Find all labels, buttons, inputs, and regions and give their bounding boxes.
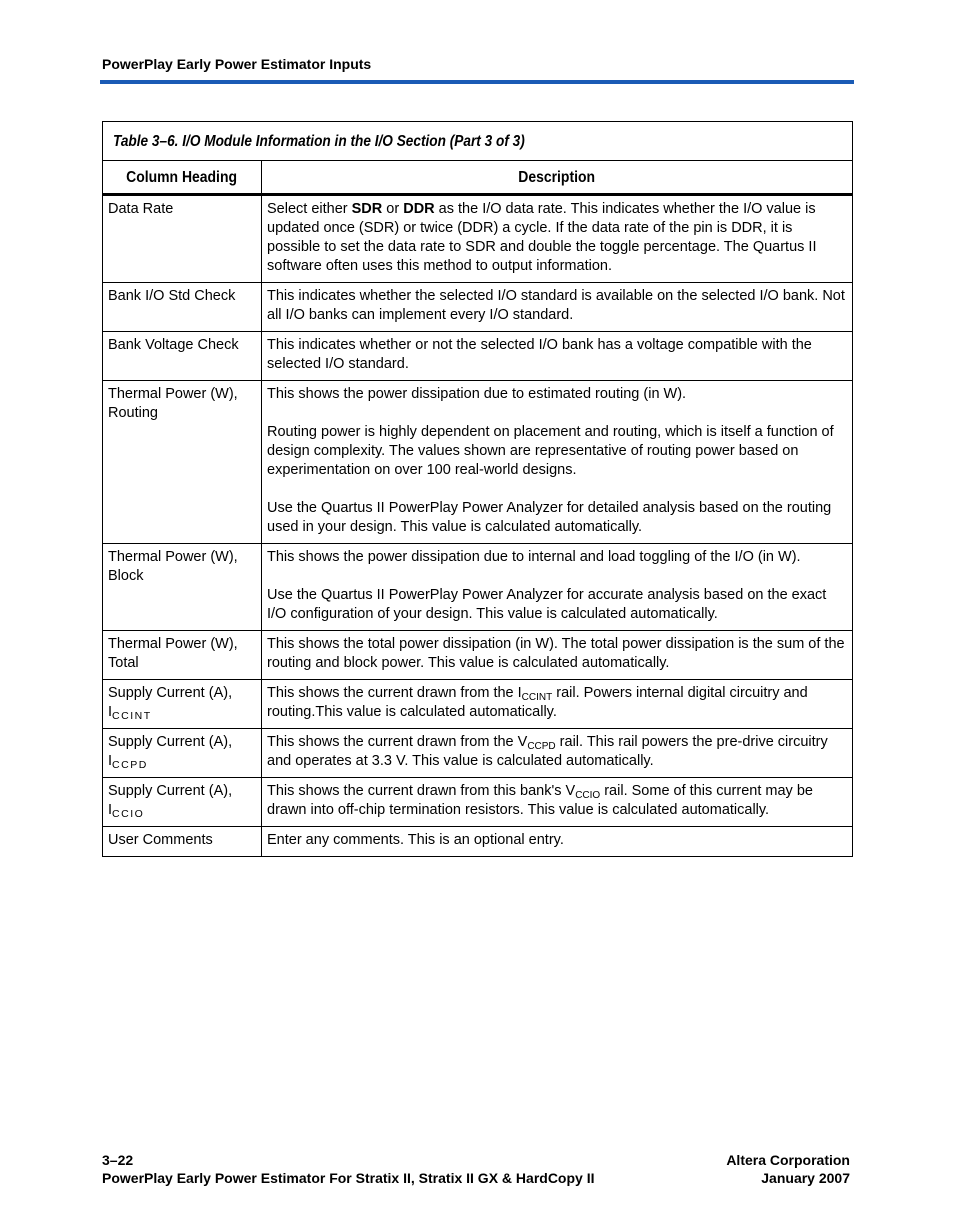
- footer-left: [102, 1151, 594, 1187]
- io-module-table: [102, 121, 853, 857]
- page-number: 3–22: [102, 1152, 134, 1168]
- description-paragraph: This indicates whether the selected I/O standard is available on the selected I/O bank. Not all I/O banks can implement every I/O standard.: [267, 288, 845, 323]
- row-heading: Bank I/O Std Check: [103, 283, 262, 332]
- row-description: [262, 381, 853, 544]
- table-row: [103, 631, 853, 680]
- symbol-text: I: [108, 704, 113, 720]
- row-description: [262, 778, 853, 827]
- table-caption: [103, 122, 853, 161]
- symbol-subscript: CCIO: [112, 808, 145, 820]
- description-paragraph: This indicates whether or not the selected I/O bank has a voltage compatible with the selected I/O standard.: [267, 337, 812, 372]
- description-paragraph: [267, 200, 847, 276]
- text-run: rail. Powers internal digital circuitry and routing.This value is calculated automatically.: [267, 685, 808, 720]
- column-header-heading: [103, 161, 262, 195]
- table-row: [103, 778, 853, 827]
- footer-right: [726, 1151, 850, 1187]
- symbol-subscript: CCINT: [112, 710, 152, 722]
- table-caption-row: [103, 122, 853, 161]
- text-run: as the I/O data rate. This indicates whether the I/O value is updated once (SDR) or twice (DDR) a cycle. If the data rate of the pin is DDR, it is possible to set the data rate to SDR and double the toggle percentage. The Quartus II software often uses this method to output information.: [267, 201, 817, 274]
- description-paragraph: [267, 733, 847, 771]
- description-paragraph: This shows the total power dissipation (in W). The total power dissipation is the sum of the routing and block power. This value is calculated automatically.: [267, 636, 845, 671]
- text-run: This shows the current drawn from the V: [267, 734, 528, 750]
- row-heading: [103, 778, 262, 827]
- row-heading: Data Rate: [103, 195, 262, 283]
- table-row: [103, 680, 853, 729]
- table-header-row: [103, 161, 853, 195]
- description-paragraph: This shows the power dissipation due to internal and load toggling of the I/O (in W).: [267, 549, 801, 565]
- table-row: [103, 729, 853, 778]
- row-description: [262, 631, 853, 680]
- subscript: CCINT: [521, 692, 553, 703]
- row-description: [262, 827, 853, 857]
- table-row: [103, 283, 853, 332]
- heading-text: Supply Current (A),: [108, 783, 233, 799]
- description-paragraph: Use the Quartus II PowerPlay Power Analyzer for accurate analysis based on the exact I/O configuration of your design. This value is calculated automatically.: [267, 587, 827, 622]
- text-run: rail. This rail powers the pre-drive circuitry and operates at 3.3 V. This value is calculated automatically.: [267, 734, 828, 769]
- row-heading: Thermal Power (W), Total: [103, 631, 262, 680]
- row-heading: [103, 680, 262, 729]
- text-run: or: [382, 201, 404, 217]
- row-description: [262, 544, 853, 631]
- running-header: PowerPlay Early Power Estimator Inputs: [102, 56, 372, 72]
- row-description: [262, 729, 853, 778]
- publication-date: January 2007: [761, 1170, 850, 1186]
- description-paragraph: [267, 684, 847, 722]
- subscript: CCIO: [575, 790, 601, 801]
- table-row: [103, 381, 853, 544]
- company-name: Altera Corporation: [726, 1152, 850, 1168]
- text-run: Select either: [267, 201, 352, 217]
- description-paragraph: Enter any comments. This is an optional entry.: [267, 832, 564, 848]
- heading-text: Supply Current (A),: [108, 734, 233, 750]
- subscript: CCPD: [527, 741, 556, 752]
- row-description: [262, 283, 853, 332]
- heading-text: Supply Current (A),: [108, 685, 233, 701]
- text-run: This shows the current drawn from this bank's V: [267, 783, 576, 799]
- row-heading: [103, 729, 262, 778]
- symbol-text: I: [108, 753, 113, 769]
- row-heading: Thermal Power (W), Routing: [103, 381, 262, 544]
- document-title: PowerPlay Early Power Estimator For Stratix II, Stratix II GX & HardCopy II: [102, 1170, 595, 1186]
- table-row: [103, 332, 853, 381]
- row-description: [262, 680, 853, 729]
- bold-term-ddr: DDR: [403, 201, 435, 217]
- bold-term-sdr: SDR: [351, 201, 383, 217]
- header-rule: [100, 80, 854, 84]
- symbol-subscript: CCPD: [112, 759, 148, 771]
- description-paragraph: [267, 782, 847, 820]
- row-description: [262, 195, 853, 283]
- column-header-description: [262, 161, 853, 195]
- text-run: This shows the current drawn from the I: [267, 685, 522, 701]
- text-run: rail. Some of this current may be drawn into off-chip termination resistors. This value is calculated automatically.: [267, 783, 813, 818]
- row-heading: Thermal Power (W), Block: [103, 544, 262, 631]
- column-header-heading-text: Column Heading: [126, 168, 238, 186]
- row-description: [262, 332, 853, 381]
- description-paragraph: This shows the power dissipation due to estimated routing (in W).: [267, 386, 687, 402]
- table-caption-text: Table 3–6. I/O Module Information in the I/O Section (Part 3 of 3): [113, 132, 525, 150]
- column-header-description-text: Description: [518, 168, 596, 186]
- row-heading: User Comments: [103, 827, 262, 857]
- table-row: [103, 827, 853, 857]
- row-heading: Bank Voltage Check: [103, 332, 262, 381]
- table-row: [103, 195, 853, 283]
- symbol-text: I: [108, 802, 113, 818]
- description-paragraph: Routing power is highly dependent on placement and routing, which is itself a function of design complexity. The values shown are representative of routing power based on experimentation on over 100 real-world designs.: [267, 424, 834, 478]
- table-row: [103, 544, 853, 631]
- description-paragraph: Use the Quartus II PowerPlay Power Analyzer for detailed analysis based on the routing used in your design. This value is calculated automatically.: [267, 500, 832, 535]
